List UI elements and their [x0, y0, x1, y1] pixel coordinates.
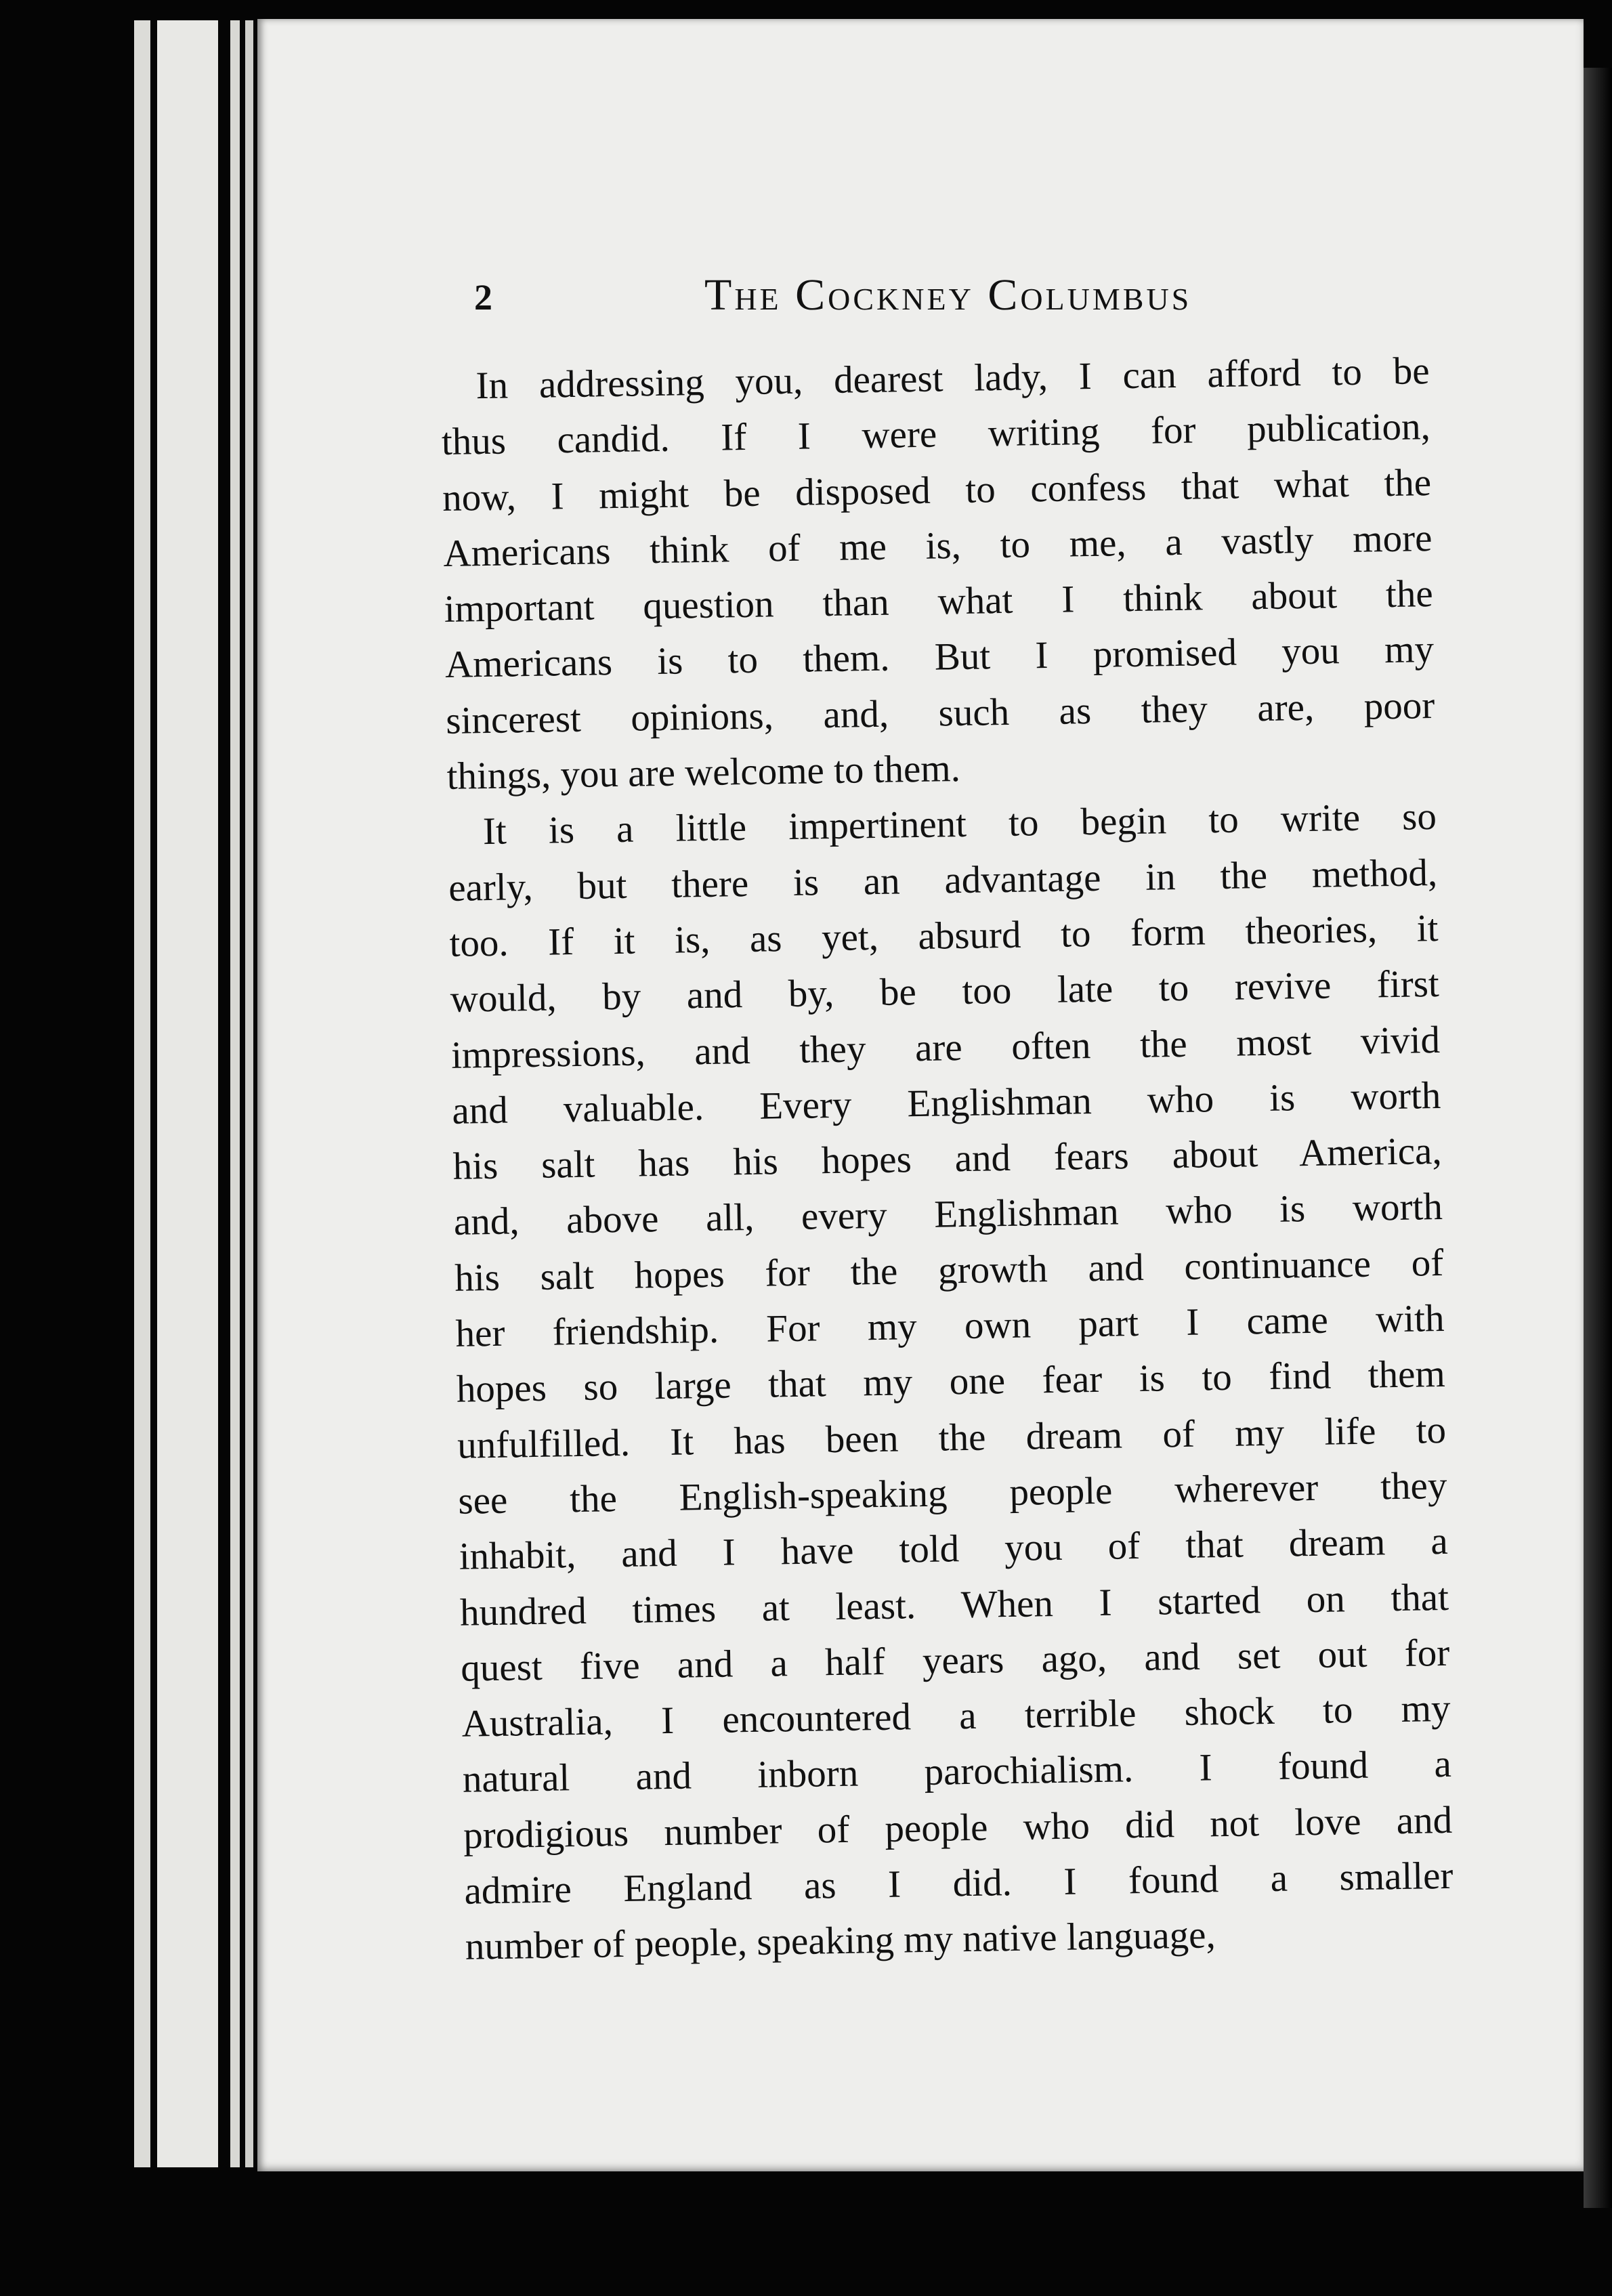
text-line: admire England as I did. I found a smaller — [464, 1854, 1454, 1913]
page-shadow — [1584, 68, 1612, 2208]
binding-edge — [245, 20, 253, 2167]
paragraph — [440, 343, 1436, 805]
binding-edge — [134, 20, 150, 2167]
paragraph — [447, 789, 1454, 1975]
text-line: important question than what I think about the — [444, 572, 1434, 631]
text-line: too. If it is, as yet, absurd to form theories, it — [449, 906, 1439, 965]
page-header — [474, 270, 1219, 337]
text-line: his salt has his hopes and fears about America, — [452, 1130, 1443, 1189]
text-line: It is a little impertinent to begin to write so — [482, 795, 1437, 853]
text-line: impressions, and they are often the most vivid — [450, 1018, 1441, 1077]
text-line: hundred times at least. When I started on that — [459, 1575, 1449, 1634]
text-line: his salt hopes for the growth and continuance of — [454, 1241, 1444, 1300]
text-line: Australia, I encountered a terrible shock to my — [461, 1686, 1451, 1745]
text-line: prodigious number of people who did not love and — [463, 1798, 1453, 1857]
text-line: and, above all, every Englishman who is worth — [453, 1185, 1443, 1244]
body-text — [440, 343, 1454, 1975]
page-number: 2 — [474, 277, 492, 318]
text-line: see the English-speaking people wherever they — [457, 1464, 1447, 1523]
text-line: sincerest opinions, and, such as they are, poor — [445, 683, 1435, 742]
text-line: natural and inborn parochialism. I found a — [462, 1743, 1452, 1802]
text-line: In addressing you, dearest lady, I can afford to be — [475, 349, 1430, 408]
text-line: now, I might be disposed to confess that what the — [442, 461, 1432, 519]
text-line: inhabit, and I have told you of that dream a — [459, 1520, 1449, 1579]
text-line: thus candid. If I were writing for publication, — [441, 405, 1431, 464]
text-line: Americans think of me is, to me, a vastly more — [443, 516, 1433, 575]
text-line: quest five and a half years ago, and set out for — [460, 1631, 1450, 1690]
binding-edge — [157, 20, 218, 2167]
text-line: number of people, speaking my native language, — [465, 1913, 1216, 1969]
text-line: early, but there is an advantage in the method, — [448, 851, 1438, 910]
text-line: unfulfilled. It has been the dream of my life to — [457, 1408, 1447, 1467]
binding-edge — [230, 20, 240, 2167]
text-line: her friendship. For my own part I came with — [455, 1296, 1445, 1355]
text-line: things, you are welcome to them. — [446, 747, 961, 798]
text-line: hopes so large that my one fear is to find them — [456, 1353, 1446, 1411]
text-line: Americans is to them. But I promised you my — [444, 628, 1435, 687]
running-head: The Cockney Columbus — [704, 270, 1192, 320]
text-line: would, by and by, be too late to revive first — [450, 962, 1440, 1021]
text-line: and valuable. Every Englishman who is worth — [451, 1073, 1441, 1132]
